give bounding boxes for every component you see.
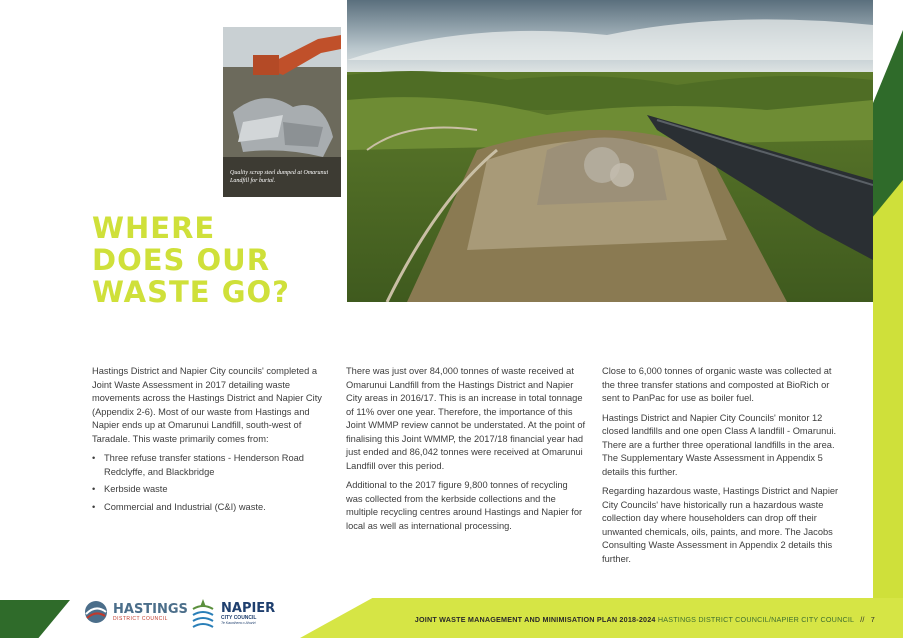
waste-source-list bbox=[92, 452, 332, 514]
napier-emblem-icon bbox=[190, 597, 216, 629]
napier-tagline: Te Kaunihera o Ahuriri bbox=[221, 620, 256, 625]
right-band-lime bbox=[870, 180, 903, 638]
napier-name: NAPIER bbox=[221, 600, 276, 616]
list-item: • Kerbside waste bbox=[104, 483, 332, 497]
column-2-paragraph-1: There was just over 84,000 tonnes of waste received at Omarunui Landfill from the Hastings District and Napier City areas in 2016/17. This is an increase in total tonnage of 11% over one year. Therefore, the importance of this Joint WMMP review cannot be understated. At the point of finalising this Joint WMMP, the 2017/18 financial year had just ended and 86,042 tonnes were received at Omarunui Landfill over this period. bbox=[346, 366, 586, 471]
title-line-3: WASTE GO? bbox=[92, 275, 290, 309]
landfill-aerial-photo bbox=[347, 0, 873, 302]
footer-separator: // bbox=[860, 615, 865, 624]
text-column-2 bbox=[346, 365, 586, 539]
column-3-paragraph-3: Regarding hazardous waste, Hastings District and Napier City Councils' have historically run a hazardous waste collection day where householders can drop off their unwanted chemicals, oils, paints, and more. The Jacobs Consulting Waste Assessment in Appendix 2 details this further. bbox=[602, 486, 839, 564]
napier-sub: CITY COUNCIL bbox=[221, 614, 257, 621]
text-column-3 bbox=[602, 365, 842, 572]
column-2-paragraph-2: Additional to the 2017 figure 9,800 tonnes of recycling was collected from the kerbside collections and the multiple recycling centres around Hastings and Napier for local as well as international processing. bbox=[346, 480, 583, 531]
scrap-steel-inset-photo bbox=[223, 27, 341, 197]
title-line-1: WHERE bbox=[92, 211, 216, 245]
hastings-name: HASTINGS bbox=[113, 601, 188, 617]
footer-plan-title: JOINT WASTE MANAGEMENT AND MINIMISATION PLAN 2018-2024 bbox=[414, 615, 656, 624]
text-column-1 bbox=[92, 365, 332, 518]
column-3-paragraph-1: Close to 6,000 tonnes of organic waste was collected at the three transfer stations and composted at BioRich or sent to PanPac for use as boiler fuel. bbox=[602, 366, 832, 403]
napier-logo bbox=[190, 597, 275, 629]
page-title bbox=[92, 212, 332, 308]
title-line-2: DOES OUR bbox=[92, 243, 271, 277]
column-3-paragraph-2: Hastings District and Napier City Councils' monitor 12 closed landfills and one open Class A landfill - Omarunui. There are a further three operational landfills in the area. The Supplementary Waste Assessment in Appendix 5 details this further. bbox=[602, 412, 837, 477]
footer-councils: HASTINGS DISTRICT COUNCIL/NAPIER CITY COUNCIL bbox=[657, 615, 854, 624]
page-number: 7 bbox=[870, 615, 875, 624]
hastings-emblem-icon bbox=[83, 600, 109, 624]
hastings-sub: DISTRICT COUNCIL bbox=[113, 615, 168, 622]
inset-caption: Quality scrap steel dumped at Omarunui Landfill for burial. bbox=[230, 170, 329, 184]
list-item: • Commercial and Industrial (C&I) waste. bbox=[104, 501, 332, 515]
list-item: • Three refuse transfer stations - Henderson Road Redclyffe, and Blackbridge bbox=[104, 452, 332, 479]
column-1-paragraph: Hastings District and Napier City councils' completed a Joint Waste Assessment in 2017 detailing waste movements across the Hastings District and Napier City (Appendix 2-6). Most of our waste from Hastings and Napier ends up at Omarunui Landfill, south-west of Taradale. This waste primarily comes from: bbox=[92, 366, 322, 444]
footer-dark-green-wedge bbox=[0, 600, 70, 638]
footer-text bbox=[415, 615, 875, 624]
hastings-logo bbox=[83, 600, 188, 624]
